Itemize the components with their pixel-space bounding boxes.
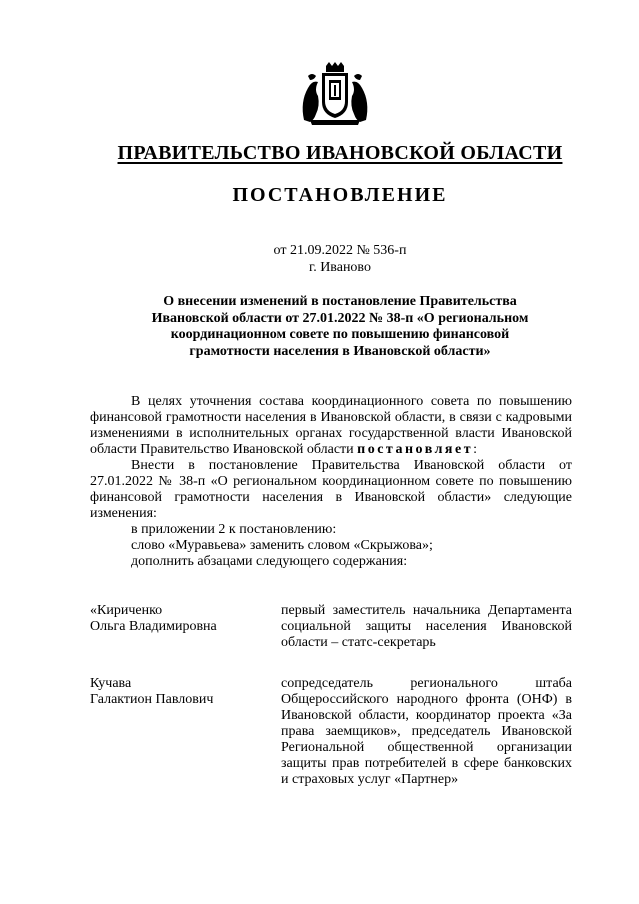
ivanovo-coat-of-arms-icon xyxy=(296,62,374,126)
member-name xyxy=(90,603,270,635)
member-name xyxy=(90,676,270,708)
body-paragraph-annex: в приложении 2 к постановлению: xyxy=(131,522,337,537)
decree-word: постановляет xyxy=(357,442,474,457)
body-paragraph-amend: Внести в постановление Правительства Ивановской области от 27.01.2022 № 38-п «О региональном координационном совете по повышению финансовой грамотности населения в Ивановской области» следующие изменения: xyxy=(90,458,572,521)
body-paragraph-preamble xyxy=(90,394,572,458)
document-subject xyxy=(80,294,600,360)
member-role: первый заместитель начальника Департамента социальной защиты населения Ивановской области – статс-секретарь xyxy=(281,603,572,650)
document-type: ПОСТАНОВЛЕНИЕ xyxy=(232,184,448,206)
body-paragraph-add: дополнить абзацами следующего содержания: xyxy=(131,554,408,569)
document-date-number: от 21.09.2022 № 536-п xyxy=(273,243,407,258)
document-city: г. Иваново xyxy=(309,260,371,275)
preamble-text: В целях уточнения состава координационного совета по повышению финансовой грамотности населения в Ивановской области, в связи с кадровыми изменениями в исполнительных органах государственной власти Ивановской области Правительство Ивановской области xyxy=(90,394,572,457)
subject-line: грамотности населения в Ивановской области» xyxy=(189,343,491,359)
government-title: ПРАВИТЕЛЬСТВО ИВАНОВСКОЙ ОБЛАСТИ xyxy=(117,142,563,164)
document-meta xyxy=(40,242,639,276)
member-given-names: Ольга Владимировна xyxy=(90,619,217,634)
subject-line: координационном совете по повышению финансовой xyxy=(170,327,510,342)
member-role: сопредседатель регионального штаба Общероссийского народного фронта (ОНФ) в Ивановской области, координатор проекта «За права заемщиков», председатель Ивановской Региональной общественной организации защиты прав потребителей в сфере банковских и страховых услуг «Партнер» xyxy=(281,676,572,787)
member-given-names: Галактион Павлович xyxy=(90,692,214,707)
member-surname: Кучава xyxy=(90,676,132,691)
subject-line: Ивановской области от 27.01.2022 № 38-п «О региональном xyxy=(151,310,529,326)
document-body xyxy=(90,394,572,570)
member-surname: «Кириченко xyxy=(90,603,163,618)
subject-line: О внесении изменений в постановление Правительства xyxy=(163,294,517,309)
preamble-colon: : xyxy=(473,442,477,457)
body-paragraph-replace: слово «Муравьева» заменить словом «Скрыжова»; xyxy=(131,538,433,553)
